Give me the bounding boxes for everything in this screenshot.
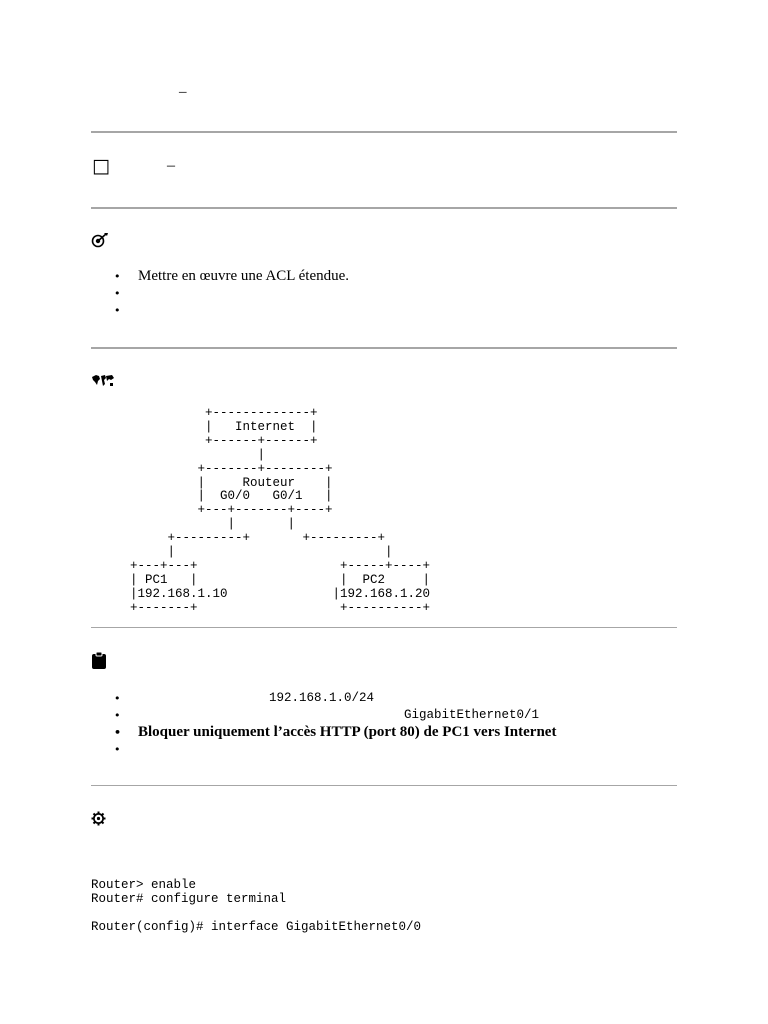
list-item	[96, 285, 349, 302]
divider	[91, 347, 677, 349]
header-dash: –	[179, 84, 187, 100]
divider	[91, 785, 677, 786]
cli-code-block: Router> enable Router# configure terminal Router(config)# interface GigabitEthernet0/0	[91, 878, 422, 934]
interface-value: • GigabitEthernet0/1	[404, 708, 540, 722]
gear-icon	[91, 811, 106, 829]
box-glyph: □	[92, 155, 110, 177]
list-item: • Mettre en œuvre une ACL étendue.	[96, 268, 349, 285]
network-diagram: +-------------+ | Internet | +------+------+ | +-------+--------+ | Routeur | | G0/0 G0/1 | +---+-------+----+ | | +---------+ +---------+ | | +---+---+ +-----+----+ | PC1 | | PC2 | |192.168.1.10 |192.168.1.20 +-------+ +----------+	[130, 406, 431, 615]
section-dash: –	[167, 157, 175, 174]
objectives-list	[96, 268, 349, 319]
subnet-value: • 192.168.1.0/24	[269, 691, 375, 705]
world-map-icon	[91, 374, 115, 391]
list-item	[96, 302, 349, 319]
instructions-list	[96, 690, 556, 758]
list-item	[96, 741, 556, 758]
clipboard-icon	[91, 651, 107, 673]
divider	[91, 207, 677, 209]
divider	[91, 627, 677, 628]
list-item	[96, 707, 556, 724]
list-item: • Bloquer uniquement l’accès HTTP (port 80) de PC1 vers Internet	[96, 724, 556, 741]
list-item	[96, 690, 556, 707]
divider	[91, 131, 677, 133]
target-icon	[91, 232, 109, 251]
